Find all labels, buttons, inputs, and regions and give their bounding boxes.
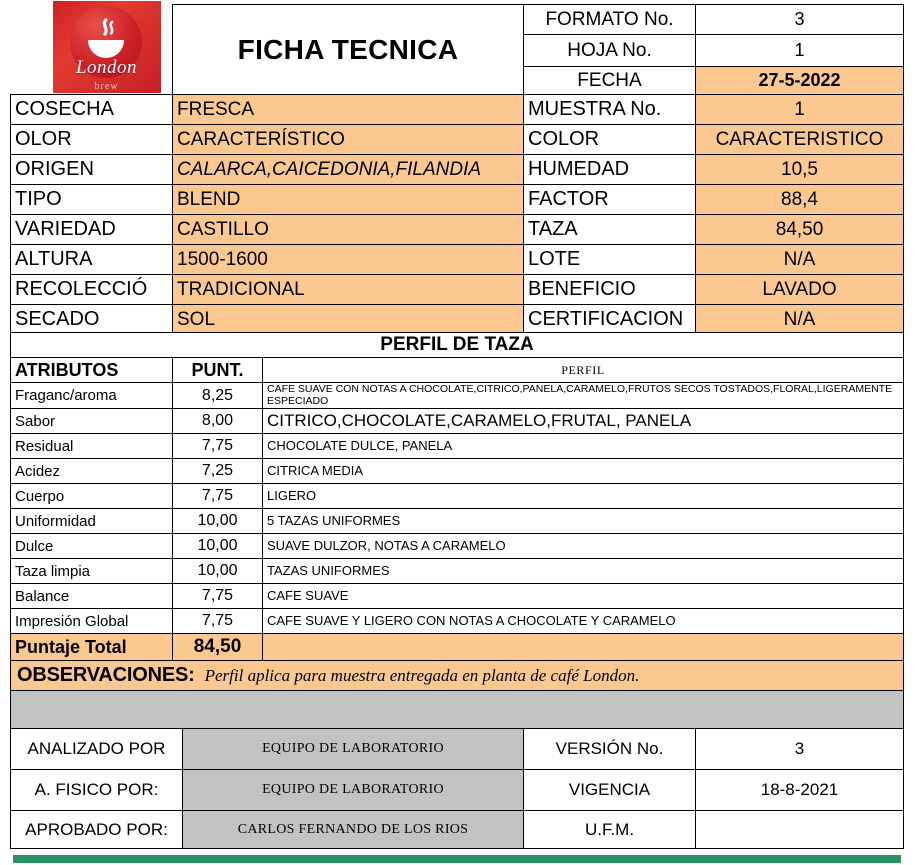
info-right-value: 1 (696, 95, 904, 125)
perfil-attr: Cuerpo (11, 484, 173, 509)
info-left-value: SOL (173, 305, 524, 335)
info-right-value: LAVADO (696, 275, 904, 305)
info-left-label: COSECHA (11, 95, 173, 125)
info-right-label: LOTE (524, 245, 696, 275)
total-label: Puntaje Total (11, 634, 173, 661)
perfil-punt: 8,00 (173, 409, 263, 434)
info-left-value: CALARCA,CAICEDONIA,FILANDIA (173, 155, 524, 185)
info-row (11, 245, 904, 275)
footer-name: CARLOS FERNANDO DE LOS RIOS (183, 811, 524, 849)
perfil-attr: Impresión Global (11, 609, 173, 634)
footer-name: EQUIPO DE LABORATORIO (183, 770, 524, 811)
bottom-green-bar (13, 855, 901, 863)
col-header-punt: PUNT. (173, 358, 263, 383)
info-right-value: N/A (696, 245, 904, 275)
perfil-row (11, 509, 904, 534)
perfil-row (11, 609, 904, 634)
logo-sub-text: brew (94, 80, 119, 92)
info-left-value: FRESCA (173, 95, 524, 125)
perfil-attr: Dulce (11, 534, 173, 559)
footer-field-label: VERSIÓN No. (524, 729, 696, 770)
info-right-label: COLOR (524, 125, 696, 155)
info-row (11, 155, 904, 185)
footer-field-label: VIGENCIA (524, 770, 696, 811)
info-left-label: SECADO (11, 305, 173, 335)
col-header-perfil: PERFIL (263, 358, 904, 383)
perfil-desc: CAFE SUAVE CON NOTAS A CHOCOLATE,CITRICO,PANELA,CARAMELO,FRUTOS SECOS TOSTADOS,FLORAL,LIGERAMENTE ESPECIADO (263, 383, 904, 409)
perfil-punt: 10,00 (173, 509, 263, 534)
header-row-formato (11, 5, 904, 35)
perfil-row (11, 383, 904, 409)
perfil-punt: 7,75 (173, 434, 263, 459)
perfil-row (11, 559, 904, 584)
perfil-table (10, 332, 904, 735)
info-left-label: ALTURA (11, 245, 173, 275)
info-left-label: ORIGEN (11, 155, 173, 185)
perfil-punt: 10,00 (173, 559, 263, 584)
formato-label: FORMATO No. (524, 5, 696, 35)
perfil-total-row (11, 634, 904, 661)
footer-row (11, 811, 904, 849)
info-left-value: CARACTERÍSTICO (173, 125, 524, 155)
footer-row (11, 729, 904, 770)
observaciones-cell (11, 661, 904, 691)
perfil-row (11, 409, 904, 434)
perfil-row (11, 584, 904, 609)
fecha-label: FECHA (524, 67, 696, 95)
perfil-punt: 7,25 (173, 459, 263, 484)
info-left-label: TIPO (11, 185, 173, 215)
info-left-label: RECOLECCIÓ (11, 275, 173, 305)
perfil-desc: CAFE SUAVE Y LIGERO CON NOTAS A CHOCOLATE Y CARAMELO (263, 609, 904, 634)
perfil-header-row (11, 358, 904, 383)
footer-field-value: 18-8-2021 (696, 770, 904, 811)
perfil-row (11, 459, 904, 484)
header-and-info-block (10, 4, 903, 332)
perfil-desc: CITRICO,CHOCOLATE,CARAMELO,FRUTAL, PANELA (263, 409, 904, 434)
perfil-attr: Residual (11, 434, 173, 459)
perfil-desc: 5 TAZAS UNIFORMES (263, 509, 904, 534)
col-header-atributos: ATRIBUTOS (11, 358, 173, 383)
info-right-value: 84,50 (696, 215, 904, 245)
perfil-de-taza-block (10, 332, 903, 735)
logo-cell (11, 5, 173, 95)
info-right-value: 10,5 (696, 155, 904, 185)
perfil-section-title: PERFIL DE TAZA (11, 333, 904, 358)
perfil-attr: Sabor (11, 409, 173, 434)
info-right-label: TAZA (524, 215, 696, 245)
info-right-label: MUESTRA No. (524, 95, 696, 125)
info-right-label: CERTIFICACION (524, 305, 696, 335)
header-info-table (10, 4, 904, 335)
info-right-label: BENEFICIO (524, 275, 696, 305)
perfil-row (11, 484, 904, 509)
page-title: FICHA TECNICA (173, 5, 524, 95)
perfil-punt: 10,00 (173, 534, 263, 559)
info-right-label: FACTOR (524, 185, 696, 215)
footer-label: A. FISICO POR: (11, 770, 183, 811)
signature-footer-block (10, 728, 903, 849)
observaciones-row (11, 661, 904, 691)
info-row (11, 305, 904, 335)
info-left-label: VARIEDAD (11, 215, 173, 245)
perfil-desc: CAFE SUAVE (263, 584, 904, 609)
perfil-desc: SUAVE DULZOR, NOTAS A CARAMELO (263, 534, 904, 559)
perfil-row (11, 534, 904, 559)
info-right-label: HUMEDAD (524, 155, 696, 185)
perfil-attr: Acidez (11, 459, 173, 484)
info-right-value: CARACTERISTICO (696, 125, 904, 155)
perfil-desc: TAZAS UNIFORMES (263, 559, 904, 584)
info-left-value: TRADICIONAL (173, 275, 524, 305)
perfil-punt: 7,75 (173, 484, 263, 509)
perfil-punt: 8,25 (173, 383, 263, 409)
info-row (11, 125, 904, 155)
info-row (11, 185, 904, 215)
fecha-value: 27-5-2022 (696, 67, 904, 95)
info-row (11, 275, 904, 305)
observaciones-label: OBSERVACIONES: (17, 664, 195, 686)
info-left-value: CASTILLO (173, 215, 524, 245)
perfil-attr: Taza limpia (11, 559, 173, 584)
london-brew-logo (53, 1, 161, 93)
formato-value: 3 (696, 5, 904, 35)
info-left-value: BLEND (173, 185, 524, 215)
footer-field-value (696, 811, 904, 849)
perfil-punt: 7,75 (173, 609, 263, 634)
footer-field-label: U.F.M. (524, 811, 696, 849)
footer-label: APROBADO POR: (11, 811, 183, 849)
observaciones-text: Perfil aplica para muestra entregada en planta de café London. (204, 666, 640, 685)
perfil-desc: CITRICA MEDIA (263, 459, 904, 484)
info-right-value: N/A (696, 305, 904, 335)
hoja-label: HOJA No. (524, 35, 696, 67)
info-right-value: 88,4 (696, 185, 904, 215)
footer-name: EQUIPO DE LABORATORIO (183, 729, 524, 770)
total-perfil-empty (263, 634, 904, 661)
perfil-attr: Balance (11, 584, 173, 609)
info-row (11, 215, 904, 245)
perfil-attr: Fraganc/aroma (11, 383, 173, 409)
info-row (11, 95, 904, 125)
info-left-value: 1500-1600 (173, 245, 524, 275)
logo-brand-text: London (75, 56, 138, 78)
perfil-row (11, 434, 904, 459)
info-left-label: OLOR (11, 125, 173, 155)
perfil-punt: 7,75 (173, 584, 263, 609)
footer-label: ANALIZADO POR (11, 729, 183, 770)
footer-table (10, 728, 904, 849)
perfil-desc: CHOCOLATE DULCE, PANELA (263, 434, 904, 459)
perfil-section-title-row (11, 333, 904, 358)
total-value: 84,50 (173, 634, 263, 661)
footer-field-value: 3 (696, 729, 904, 770)
perfil-desc: LIGERO (263, 484, 904, 509)
footer-row (11, 770, 904, 811)
hoja-value: 1 (696, 35, 904, 67)
perfil-attr: Uniformidad (11, 509, 173, 534)
